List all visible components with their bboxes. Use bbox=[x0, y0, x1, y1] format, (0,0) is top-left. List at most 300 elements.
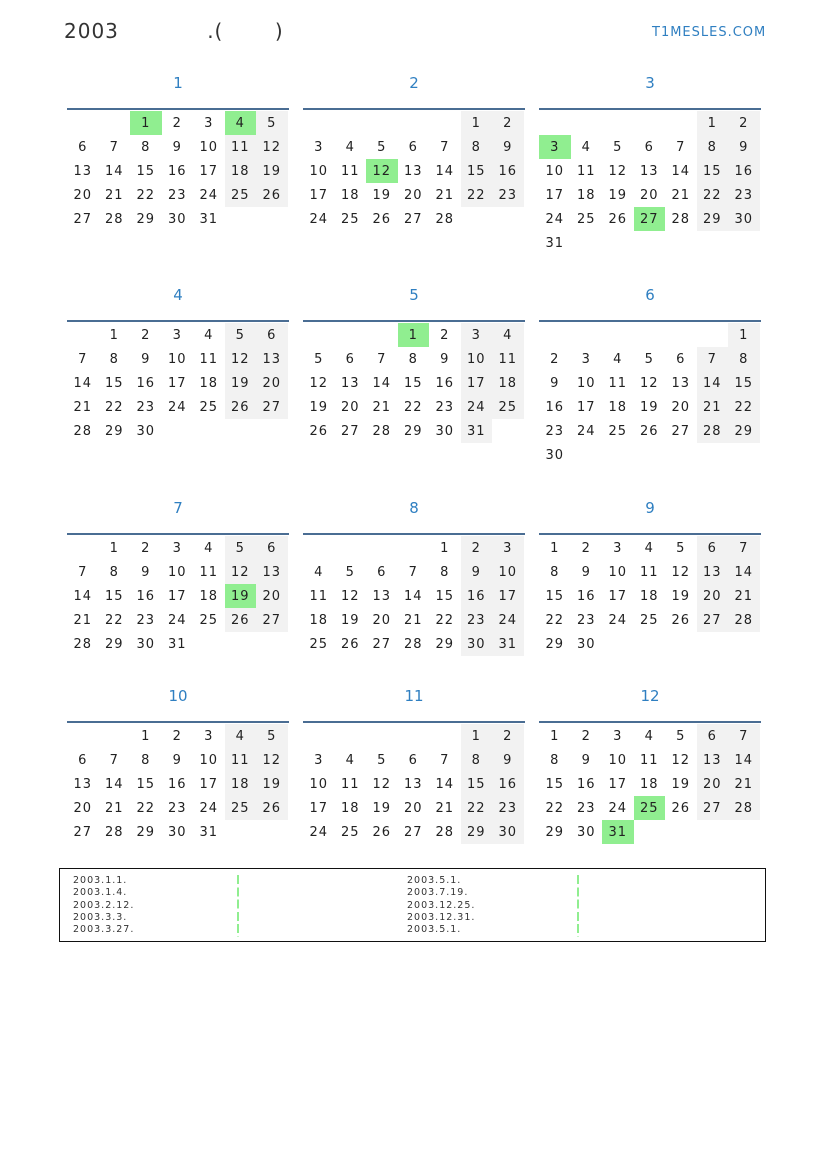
day-cell: 23 bbox=[576, 612, 596, 628]
day-cell: 23 bbox=[461, 608, 493, 632]
day-cell: 15 bbox=[435, 588, 455, 604]
day-cell: 1 bbox=[550, 728, 560, 744]
day-cell: 5 bbox=[676, 540, 686, 556]
day-cell: 19 bbox=[372, 800, 392, 816]
day-cell: 8 bbox=[728, 347, 760, 371]
day-cell: 1 bbox=[109, 540, 119, 556]
empty-day-cell bbox=[193, 632, 225, 656]
month-name: 12 bbox=[640, 687, 660, 705]
month-name: 4 bbox=[173, 286, 183, 304]
day-cell: 3 bbox=[172, 540, 182, 556]
day-cell: 24 bbox=[199, 800, 219, 816]
day-cell: 11 bbox=[225, 748, 257, 772]
day-cell: 6 bbox=[377, 564, 387, 580]
empty-day-cell bbox=[429, 724, 461, 748]
empty-day-cell bbox=[256, 207, 288, 231]
day-cell: 3 bbox=[172, 327, 182, 343]
day-cell: 10 bbox=[608, 752, 628, 768]
month-divider bbox=[67, 721, 289, 723]
day-cell: 30 bbox=[576, 636, 596, 652]
day-cell: 8 bbox=[408, 351, 418, 367]
day-cell: 3 bbox=[613, 728, 623, 744]
empty-day-cell bbox=[335, 536, 367, 560]
day-cell: 12 bbox=[225, 347, 257, 371]
empty-day-cell bbox=[398, 111, 430, 135]
day-cell: 29 bbox=[545, 636, 565, 652]
day-cell: 14 bbox=[697, 371, 729, 395]
day-cell: 21 bbox=[73, 612, 93, 628]
day-cell: 21 bbox=[728, 584, 760, 608]
day-cell: 18 bbox=[199, 588, 219, 604]
day-cell: 4 bbox=[225, 724, 257, 748]
empty-day-cell bbox=[303, 536, 335, 560]
day-cell: 3 bbox=[314, 752, 324, 768]
day-cell: 8 bbox=[461, 748, 493, 772]
day-cell: 31 bbox=[167, 636, 187, 652]
day-cell: 28 bbox=[372, 423, 392, 439]
day-cell: 7 bbox=[109, 752, 119, 768]
day-cell: 12 bbox=[372, 776, 392, 792]
day-cell: 27 bbox=[256, 608, 288, 632]
month-calendar bbox=[539, 499, 761, 656]
day-cell: 3 bbox=[204, 115, 214, 131]
day-cell: 17 bbox=[461, 371, 493, 395]
empty-day-cell bbox=[634, 323, 666, 347]
day-cell: 18 bbox=[340, 187, 360, 203]
day-cell: 20 bbox=[403, 800, 423, 816]
day-cell: 28 bbox=[435, 824, 455, 840]
day-cell: 25 bbox=[225, 183, 257, 207]
day-cell: 21 bbox=[104, 187, 124, 203]
day-cell: 19 bbox=[225, 584, 257, 608]
empty-day-cell bbox=[697, 323, 729, 347]
day-cell: 2 bbox=[461, 536, 493, 560]
day-cell: 29 bbox=[435, 636, 455, 652]
day-cell: 9 bbox=[172, 139, 182, 155]
day-cell: 21 bbox=[403, 612, 423, 628]
day-cell: 14 bbox=[104, 776, 124, 792]
day-cell: 31 bbox=[492, 632, 524, 656]
day-cell: 6 bbox=[644, 139, 654, 155]
day-cell: 6 bbox=[345, 351, 355, 367]
day-cell: 13 bbox=[340, 375, 360, 391]
day-cell: 12 bbox=[366, 159, 398, 183]
day-cell: 12 bbox=[340, 588, 360, 604]
holiday-marker-bar bbox=[577, 875, 579, 937]
day-cell: 2 bbox=[581, 540, 591, 556]
empty-day-cell bbox=[256, 820, 288, 844]
month-name: 7 bbox=[173, 499, 183, 517]
day-cell: 5 bbox=[225, 536, 257, 560]
day-cell: 30 bbox=[167, 211, 187, 227]
day-cell: 2 bbox=[550, 351, 560, 367]
day-cell: 14 bbox=[372, 375, 392, 391]
day-cell: 25 bbox=[634, 796, 666, 820]
day-cell: 8 bbox=[461, 135, 493, 159]
day-cell: 8 bbox=[109, 564, 119, 580]
month-calendar bbox=[539, 687, 761, 844]
day-cell: 11 bbox=[639, 752, 659, 768]
day-cell: 9 bbox=[581, 752, 591, 768]
day-cell: 27 bbox=[697, 796, 729, 820]
day-cell: 16 bbox=[167, 163, 187, 179]
day-cell: 1 bbox=[109, 327, 119, 343]
day-cell: 6 bbox=[78, 139, 88, 155]
day-cell: 13 bbox=[671, 375, 691, 391]
month-name: 5 bbox=[409, 286, 419, 304]
day-cell: 7 bbox=[377, 351, 387, 367]
day-cell: 29 bbox=[104, 423, 124, 439]
empty-day-cell bbox=[256, 419, 288, 443]
day-cell: 20 bbox=[73, 187, 93, 203]
day-cell: 14 bbox=[73, 375, 93, 391]
day-cell: 29 bbox=[545, 824, 565, 840]
empty-day-cell bbox=[461, 207, 493, 231]
empty-day-cell bbox=[728, 632, 760, 656]
day-cell: 11 bbox=[576, 163, 596, 179]
day-cell: 21 bbox=[671, 187, 691, 203]
day-cell: 9 bbox=[550, 375, 560, 391]
day-cell: 1 bbox=[130, 111, 162, 135]
day-cell: 19 bbox=[608, 187, 628, 203]
day-cell: 22 bbox=[136, 187, 156, 203]
day-cell: 19 bbox=[671, 776, 691, 792]
day-cell: 24 bbox=[461, 395, 493, 419]
day-cell: 14 bbox=[435, 776, 455, 792]
day-cell: 7 bbox=[728, 536, 760, 560]
empty-day-cell bbox=[303, 111, 335, 135]
day-cell: 16 bbox=[136, 588, 156, 604]
day-cell: 7 bbox=[728, 724, 760, 748]
title-year: 2003 bbox=[64, 19, 119, 43]
day-cell: 17 bbox=[576, 399, 596, 415]
empty-day-cell bbox=[697, 820, 729, 844]
day-cell: 3 bbox=[492, 536, 524, 560]
empty-day-cell bbox=[539, 111, 571, 135]
day-cell: 4 bbox=[204, 540, 214, 556]
day-cell: 30 bbox=[728, 207, 760, 231]
day-cell: 14 bbox=[403, 588, 423, 604]
month-calendar bbox=[303, 74, 525, 231]
day-cell: 22 bbox=[104, 612, 124, 628]
day-cell: 15 bbox=[545, 588, 565, 604]
day-cell: 3 bbox=[204, 728, 214, 744]
day-cell: 10 bbox=[199, 139, 219, 155]
day-cell: 17 bbox=[199, 163, 219, 179]
day-cell: 5 bbox=[377, 752, 387, 768]
empty-day-cell bbox=[571, 231, 603, 255]
empty-day-cell bbox=[193, 419, 225, 443]
day-cell: 23 bbox=[136, 612, 156, 628]
empty-day-cell bbox=[225, 419, 257, 443]
day-cell: 18 bbox=[576, 187, 596, 203]
day-cell: 23 bbox=[728, 183, 760, 207]
day-cell: 6 bbox=[676, 351, 686, 367]
empty-day-cell bbox=[492, 207, 524, 231]
holiday-entry: 2003.1.4. bbox=[73, 887, 128, 899]
day-cell: 11 bbox=[225, 135, 257, 159]
day-cell: 28 bbox=[435, 211, 455, 227]
day-cell: 4 bbox=[644, 728, 654, 744]
day-cell: 22 bbox=[461, 796, 493, 820]
day-cell: 12 bbox=[225, 560, 257, 584]
empty-day-cell bbox=[256, 632, 288, 656]
day-cell: 23 bbox=[492, 796, 524, 820]
day-cell: 24 bbox=[167, 612, 187, 628]
empty-day-cell bbox=[602, 111, 634, 135]
day-cell: 27 bbox=[634, 207, 666, 231]
empty-day-cell bbox=[398, 724, 430, 748]
empty-day-cell bbox=[665, 111, 697, 135]
day-cell: 15 bbox=[728, 371, 760, 395]
day-cell: 30 bbox=[545, 447, 565, 463]
day-cell: 29 bbox=[104, 636, 124, 652]
day-cell: 1 bbox=[440, 540, 450, 556]
empty-day-cell bbox=[67, 536, 99, 560]
day-cell: 22 bbox=[403, 399, 423, 415]
empty-day-cell bbox=[366, 111, 398, 135]
day-cell: 5 bbox=[377, 139, 387, 155]
month-name: 10 bbox=[168, 687, 188, 705]
day-cell: 21 bbox=[104, 800, 124, 816]
day-cell: 16 bbox=[167, 776, 187, 792]
day-cell: 25 bbox=[199, 612, 219, 628]
day-cell: 4 bbox=[314, 564, 324, 580]
holiday-list-right bbox=[407, 875, 475, 936]
holiday-entry: 2003.5.1. bbox=[407, 924, 462, 936]
month-divider bbox=[539, 721, 761, 723]
day-cell: 10 bbox=[167, 564, 187, 580]
day-cell: 2 bbox=[141, 540, 151, 556]
month-calendar bbox=[303, 286, 525, 443]
day-cell: 4 bbox=[581, 139, 591, 155]
month-divider bbox=[303, 721, 525, 723]
day-cell: 28 bbox=[104, 211, 124, 227]
day-cell: 27 bbox=[73, 211, 93, 227]
month-name: 2 bbox=[409, 74, 419, 92]
day-cell: 4 bbox=[613, 351, 623, 367]
day-cell: 4 bbox=[204, 327, 214, 343]
day-cell: 24 bbox=[309, 211, 329, 227]
day-cell: 3 bbox=[539, 135, 571, 159]
day-cell: 18 bbox=[225, 772, 257, 796]
month-divider bbox=[67, 533, 289, 535]
day-cell: 26 bbox=[671, 800, 691, 816]
day-cell: 20 bbox=[697, 584, 729, 608]
day-cell: 30 bbox=[136, 636, 156, 652]
empty-day-cell bbox=[335, 724, 367, 748]
day-cell: 17 bbox=[199, 776, 219, 792]
day-cell: 4 bbox=[345, 139, 355, 155]
day-cell: 25 bbox=[340, 824, 360, 840]
empty-day-cell bbox=[665, 632, 697, 656]
month-days bbox=[539, 111, 761, 255]
day-cell: 18 bbox=[639, 588, 659, 604]
day-cell: 14 bbox=[671, 163, 691, 179]
day-cell: 25 bbox=[199, 399, 219, 415]
day-cell: 22 bbox=[728, 395, 760, 419]
day-cell: 11 bbox=[340, 776, 360, 792]
day-cell: 1 bbox=[141, 728, 151, 744]
month-name: 9 bbox=[645, 499, 655, 517]
empty-day-cell bbox=[665, 231, 697, 255]
day-cell: 26 bbox=[256, 183, 288, 207]
empty-day-cell bbox=[602, 443, 634, 467]
day-cell: 9 bbox=[492, 135, 524, 159]
day-cell: 7 bbox=[697, 347, 729, 371]
day-cell: 23 bbox=[545, 423, 565, 439]
day-cell: 4 bbox=[492, 323, 524, 347]
empty-day-cell bbox=[665, 323, 697, 347]
day-cell: 6 bbox=[256, 323, 288, 347]
month-divider bbox=[539, 533, 761, 535]
holiday-entry: 2003.1.1. bbox=[73, 875, 128, 886]
day-cell: 23 bbox=[492, 183, 524, 207]
day-cell: 10 bbox=[545, 163, 565, 179]
empty-day-cell bbox=[162, 419, 194, 443]
day-cell: 9 bbox=[492, 748, 524, 772]
day-cell: 2 bbox=[728, 111, 760, 135]
day-cell: 29 bbox=[136, 824, 156, 840]
empty-day-cell bbox=[602, 323, 634, 347]
day-cell: 20 bbox=[372, 612, 392, 628]
month-name: 11 bbox=[404, 687, 424, 705]
day-cell: 26 bbox=[340, 636, 360, 652]
day-cell: 25 bbox=[225, 796, 257, 820]
day-cell: 26 bbox=[372, 824, 392, 840]
day-cell: 15 bbox=[104, 588, 124, 604]
day-cell: 8 bbox=[550, 564, 560, 580]
day-cell: 1 bbox=[550, 540, 560, 556]
day-cell: 14 bbox=[728, 748, 760, 772]
day-cell: 10 bbox=[461, 347, 493, 371]
month-name: 6 bbox=[645, 286, 655, 304]
day-cell: 7 bbox=[78, 564, 88, 580]
brand-link[interactable]: T1MESLES.COM bbox=[652, 25, 767, 40]
day-cell: 28 bbox=[728, 796, 760, 820]
day-cell: 13 bbox=[697, 748, 729, 772]
empty-day-cell bbox=[728, 231, 760, 255]
empty-day-cell bbox=[225, 820, 257, 844]
day-cell: 25 bbox=[492, 395, 524, 419]
month-days bbox=[303, 111, 525, 231]
month-days bbox=[303, 536, 525, 656]
day-cell: 8 bbox=[141, 139, 151, 155]
day-cell: 19 bbox=[256, 159, 288, 183]
empty-day-cell bbox=[728, 443, 760, 467]
empty-day-cell bbox=[634, 632, 666, 656]
day-cell: 15 bbox=[104, 375, 124, 391]
day-cell: 26 bbox=[608, 211, 628, 227]
month-divider bbox=[539, 108, 761, 110]
day-cell: 14 bbox=[73, 588, 93, 604]
day-cell: 28 bbox=[403, 636, 423, 652]
day-cell: 25 bbox=[576, 211, 596, 227]
day-cell: 1 bbox=[728, 323, 760, 347]
day-cell: 30 bbox=[492, 820, 524, 844]
day-cell: 13 bbox=[256, 560, 288, 584]
day-cell: 9 bbox=[461, 560, 493, 584]
day-cell: 20 bbox=[697, 772, 729, 796]
empty-day-cell bbox=[602, 231, 634, 255]
empty-day-cell bbox=[303, 323, 335, 347]
day-cell: 3 bbox=[581, 351, 591, 367]
day-cell: 16 bbox=[728, 159, 760, 183]
month-name: 8 bbox=[409, 499, 419, 517]
day-cell: 22 bbox=[545, 612, 565, 628]
empty-day-cell bbox=[697, 443, 729, 467]
holiday-notes-box bbox=[59, 868, 766, 942]
day-cell: 24 bbox=[167, 399, 187, 415]
day-cell: 25 bbox=[309, 636, 329, 652]
day-cell: 11 bbox=[199, 564, 219, 580]
day-cell: 31 bbox=[461, 419, 493, 443]
day-cell: 5 bbox=[256, 111, 288, 135]
day-cell: 24 bbox=[199, 187, 219, 203]
day-cell: 27 bbox=[372, 636, 392, 652]
day-cell: 5 bbox=[314, 351, 324, 367]
day-cell: 13 bbox=[256, 347, 288, 371]
day-cell: 18 bbox=[199, 375, 219, 391]
day-cell: 24 bbox=[545, 211, 565, 227]
day-cell: 16 bbox=[576, 588, 596, 604]
day-cell: 9 bbox=[141, 564, 151, 580]
day-cell: 20 bbox=[256, 584, 288, 608]
day-cell: 19 bbox=[256, 772, 288, 796]
day-cell: 16 bbox=[435, 375, 455, 391]
day-cell: 22 bbox=[545, 800, 565, 816]
empty-day-cell bbox=[634, 111, 666, 135]
day-cell: 13 bbox=[403, 776, 423, 792]
day-cell: 17 bbox=[608, 776, 628, 792]
day-cell: 6 bbox=[256, 536, 288, 560]
day-cell: 15 bbox=[136, 776, 156, 792]
month-days bbox=[67, 323, 289, 443]
day-cell: 10 bbox=[309, 776, 329, 792]
day-cell: 8 bbox=[550, 752, 560, 768]
month-name: 3 bbox=[645, 74, 655, 92]
day-cell: 15 bbox=[461, 772, 493, 796]
day-cell: 29 bbox=[461, 820, 493, 844]
empty-day-cell bbox=[429, 111, 461, 135]
day-cell: 10 bbox=[492, 560, 524, 584]
day-cell: 11 bbox=[492, 347, 524, 371]
day-cell: 18 bbox=[309, 612, 329, 628]
month-calendar bbox=[303, 499, 525, 656]
month-days bbox=[303, 724, 525, 844]
day-cell: 20 bbox=[639, 187, 659, 203]
empty-day-cell bbox=[634, 231, 666, 255]
day-cell: 12 bbox=[608, 163, 628, 179]
day-cell: 2 bbox=[172, 728, 182, 744]
day-cell: 23 bbox=[167, 800, 187, 816]
day-cell: 10 bbox=[309, 163, 329, 179]
day-cell: 22 bbox=[104, 399, 124, 415]
day-cell: 13 bbox=[372, 588, 392, 604]
month-name: 1 bbox=[173, 74, 183, 92]
day-cell: 18 bbox=[608, 399, 628, 415]
day-cell: 21 bbox=[728, 772, 760, 796]
day-cell: 7 bbox=[109, 139, 119, 155]
day-cell: 9 bbox=[728, 135, 760, 159]
day-cell: 3 bbox=[314, 139, 324, 155]
day-cell: 24 bbox=[608, 612, 628, 628]
day-cell: 15 bbox=[461, 159, 493, 183]
day-cell: 27 bbox=[256, 395, 288, 419]
day-cell: 2 bbox=[440, 327, 450, 343]
empty-day-cell bbox=[665, 443, 697, 467]
day-cell: 16 bbox=[492, 159, 524, 183]
